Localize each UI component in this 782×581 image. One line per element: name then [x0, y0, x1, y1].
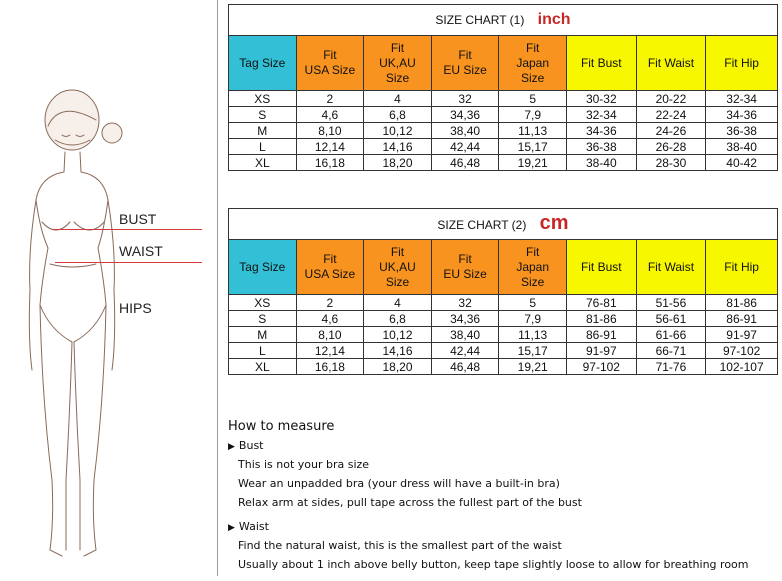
table-cell: XL: [229, 155, 297, 171]
table-cell: 91-97: [566, 343, 636, 359]
table-row: [229, 107, 778, 123]
table-cell: 61-66: [636, 327, 706, 343]
waist-line-1: Find the natural waist, this is the smallest part of the waist: [238, 539, 562, 552]
column-header: Tag Size: [229, 240, 297, 295]
table-cell: M: [229, 327, 297, 343]
column-header: Fit Bust: [566, 36, 636, 91]
table-cell: 14,16: [364, 139, 432, 155]
table-cell: 97-102: [706, 343, 778, 359]
table-row: [229, 327, 778, 343]
table-row: [229, 359, 778, 375]
table-cell: S: [229, 107, 297, 123]
table-cell: 6,8: [364, 107, 432, 123]
table-cell: 11,13: [499, 327, 567, 343]
table-cell: 30-32: [566, 91, 636, 107]
table-cell: 4: [364, 295, 432, 311]
waist-section-title: [228, 520, 782, 533]
bust-line: [52, 229, 202, 230]
bust-line-2: Wear an unpadded bra (your dress will have a built-in bra): [238, 477, 560, 490]
table-cell: 51-56: [636, 295, 706, 311]
table-cell: 81-86: [706, 295, 778, 311]
column-header: Fit Waist: [636, 36, 706, 91]
column-header: Fit Bust: [566, 240, 636, 295]
table-cell: 4,6: [296, 107, 364, 123]
table-cell: 15,17: [499, 139, 567, 155]
table-cell: 66-71: [636, 343, 706, 359]
section-title-text: Bust: [238, 439, 264, 452]
table-cell: 38-40: [706, 139, 778, 155]
table-cell: L: [229, 343, 297, 359]
table-cell: 12,14: [296, 343, 364, 359]
column-header: Fit UK,AU Size: [364, 240, 432, 295]
table-cell: 19,21: [499, 155, 567, 171]
how-to-measure: [228, 419, 782, 574]
table-cell: 81-86: [566, 311, 636, 327]
table-cell: 97-102: [566, 359, 636, 375]
table-cell: 15,17: [499, 343, 567, 359]
column-header: Fit Japan Size: [499, 36, 567, 91]
column-header: Fit Hip: [706, 36, 778, 91]
table-cell: 38,40: [431, 327, 499, 343]
table-cell: 102-107: [706, 359, 778, 375]
table-cell: 26-28: [636, 139, 706, 155]
chart-unit: cm: [539, 212, 569, 234]
table-cell: 20-22: [636, 91, 706, 107]
chart-title: SIZE CHART (1): [435, 13, 525, 27]
table-cell: 11,13: [499, 123, 567, 139]
table-cell: 36-38: [566, 139, 636, 155]
column-header: Fit USA Size: [296, 240, 364, 295]
table-cell: 86-91: [706, 311, 778, 327]
chart-title: SIZE CHART (2): [437, 218, 527, 232]
table-cell: 4: [364, 91, 432, 107]
table-cell: 76-81: [566, 295, 636, 311]
table-cell: 86-91: [566, 327, 636, 343]
table-cell: 32-34: [706, 91, 778, 107]
table-cell: 5: [499, 295, 567, 311]
howto-heading: How to measure: [228, 419, 335, 434]
table-row: [229, 155, 778, 171]
table-cell: 42,44: [431, 343, 499, 359]
table-cell: 24-26: [636, 123, 706, 139]
column-header: Fit UK,AU Size: [364, 36, 432, 91]
table-cell: 19,21: [499, 359, 567, 375]
table-cell: 10,12: [364, 327, 432, 343]
table-cell: 16,18: [296, 359, 364, 375]
column-header: Fit EU Size: [431, 240, 499, 295]
table-cell: 2: [296, 295, 364, 311]
table-cell: 18,20: [364, 155, 432, 171]
bust-label: BUST: [119, 211, 157, 227]
section-title-text: Waist: [238, 520, 269, 533]
table-cell: S: [229, 311, 297, 327]
table-cell: 46,48: [431, 155, 499, 171]
table-row: [229, 123, 778, 139]
table-row: [229, 139, 778, 155]
table-cell: 4,6: [296, 311, 364, 327]
size-chart-inch: [228, 4, 778, 171]
table-cell: XS: [229, 295, 297, 311]
woman-outline-icon: [0, 80, 215, 576]
table-cell: 2: [296, 91, 364, 107]
table-cell: 91-97: [706, 327, 778, 343]
triangle-bullet-icon: ▶: [228, 442, 235, 452]
table-cell: 22-24: [636, 107, 706, 123]
column-header: Fit EU Size: [431, 36, 499, 91]
table-cell: 38-40: [566, 155, 636, 171]
table-cell: 7,9: [499, 107, 567, 123]
table-cell: 32-34: [566, 107, 636, 123]
table-cell: 18,20: [364, 359, 432, 375]
table-cell: 28-30: [636, 155, 706, 171]
body-figure-illustration: [0, 80, 215, 576]
table-cell: 34,36: [431, 311, 499, 327]
table-cell: 34,36: [431, 107, 499, 123]
table-cell: 10,12: [364, 123, 432, 139]
table-cell: 6,8: [364, 311, 432, 327]
table-cell: M: [229, 123, 297, 139]
table-cell: XL: [229, 359, 297, 375]
table-cell: 12,14: [296, 139, 364, 155]
bust-section-title: [228, 439, 782, 452]
waist-label: WAIST: [119, 243, 163, 259]
table-cell: 34-36: [706, 107, 778, 123]
table-cell: L: [229, 139, 297, 155]
column-header: Fit Waist: [636, 240, 706, 295]
table-cell: 42,44: [431, 139, 499, 155]
size-chart-cm: [228, 208, 778, 375]
chart-title-row: [229, 209, 778, 240]
table-cell: 56-61: [636, 311, 706, 327]
table-cell: 32: [431, 295, 499, 311]
table-cell: 38,40: [431, 123, 499, 139]
table-row: [229, 311, 778, 327]
chart-title-row: [229, 5, 778, 36]
table-row: [229, 343, 778, 359]
table-cell: XS: [229, 91, 297, 107]
table-cell: 71-76: [636, 359, 706, 375]
table-cell: 36-38: [706, 123, 778, 139]
table-cell: 32: [431, 91, 499, 107]
table-cell: 16,18: [296, 155, 364, 171]
table-row: [229, 295, 778, 311]
column-header: Fit Japan Size: [499, 240, 567, 295]
chart-unit: inch: [537, 11, 571, 28]
table-cell: 34-36: [566, 123, 636, 139]
table-cell: 40-42: [706, 155, 778, 171]
column-header: Fit USA Size: [296, 36, 364, 91]
bust-line-3: Relax arm at sides, pull tape across the fullest part of the bust: [238, 496, 582, 509]
column-divider: [217, 0, 218, 576]
table-cell: 8,10: [296, 123, 364, 139]
table-cell: 14,16: [364, 343, 432, 359]
table-cell: 46,48: [431, 359, 499, 375]
triangle-bullet-icon: ▶: [228, 523, 235, 533]
waist-line-2: Usually about 1 inch above belly button, keep tape slightly loose to allow for breathing room: [238, 558, 749, 571]
column-header: Tag Size: [229, 36, 297, 91]
column-header: Fit Hip: [706, 240, 778, 295]
table-cell: 7,9: [499, 311, 567, 327]
table-cell: 5: [499, 91, 567, 107]
bust-line-1: This is not your bra size: [238, 458, 370, 471]
waist-line: [55, 262, 202, 263]
table-row: [229, 91, 778, 107]
table-cell: 8,10: [296, 327, 364, 343]
hips-label: HIPS: [119, 300, 152, 316]
